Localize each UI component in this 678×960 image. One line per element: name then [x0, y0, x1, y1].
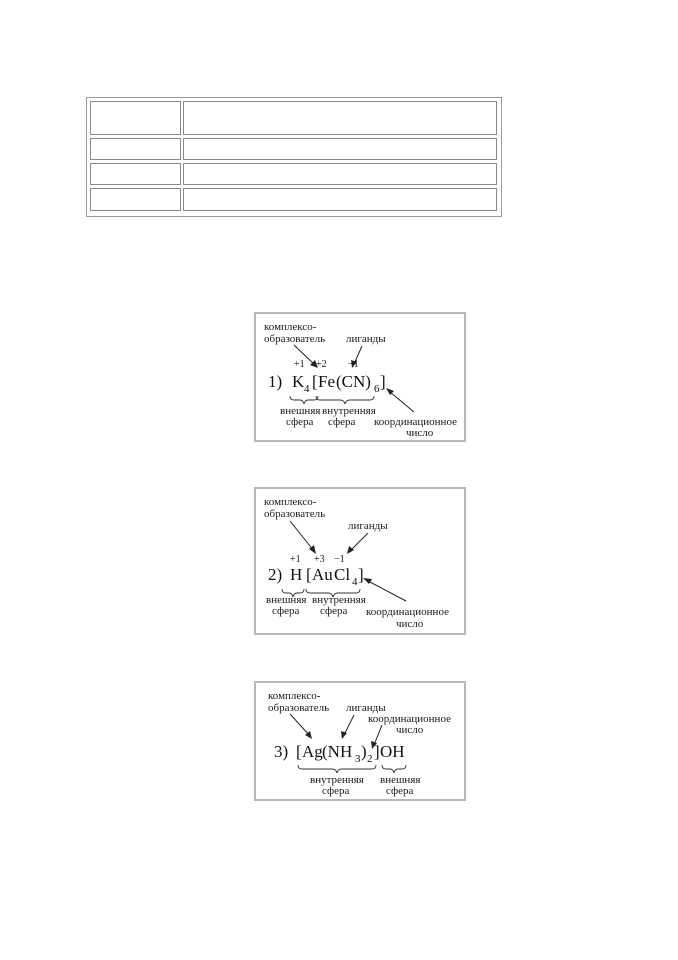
outer-sphere-brace — [382, 765, 406, 773]
empty-table — [86, 97, 502, 217]
inner-sphere-brace — [316, 396, 374, 404]
complex-former-label-1: комплексо- — [264, 321, 317, 333]
diagram-3-ag-nh3-2-oh — [254, 681, 466, 801]
ligand-group: (CN) — [336, 372, 371, 391]
outer-sphere-label-1: внешняя — [280, 405, 321, 417]
arrowhead — [341, 731, 347, 739]
outer-sphere-brace — [290, 396, 318, 404]
inner-sphere-label-1: внутренняя — [312, 594, 366, 606]
bracket-open: [ — [306, 565, 312, 584]
central-atom: Fe — [318, 372, 335, 391]
arrow-coordination-number — [368, 581, 406, 601]
diagram-1-svg — [256, 314, 468, 444]
ligands-label: лиганды — [348, 520, 388, 532]
outer-sphere-label-2: сфера — [386, 785, 414, 797]
outer-sphere-label-1: внешняя — [266, 594, 307, 606]
table-cell — [183, 138, 497, 160]
central-atom: Ag — [302, 742, 323, 761]
bracket-open: [ — [312, 372, 318, 391]
arrowhead — [363, 578, 372, 584]
ligand-group-close: ) — [361, 742, 367, 761]
arrow-complex-former — [290, 521, 314, 551]
coordination-number-label-2: число — [396, 724, 424, 736]
outer-sphere-label-2: сфера — [286, 416, 314, 428]
ligand-subscript: 2 — [367, 753, 373, 765]
complex-former-label-2: образователь — [264, 508, 326, 520]
bracket-close: ] — [358, 565, 364, 584]
inner-sphere-label-2: сфера — [320, 605, 348, 617]
oxidation-central: +2 — [316, 359, 327, 370]
diagram-number: 1) — [268, 372, 283, 391]
arrow-ligands — [344, 715, 354, 735]
table-cell — [90, 101, 181, 135]
diagram-2-svg — [256, 489, 468, 637]
inner-sphere-label-1: внутренняя — [310, 774, 364, 786]
diagram-number: 3) — [274, 742, 289, 761]
diagram-number: 2) — [268, 565, 283, 584]
inner-sphere-label-1: внутренняя — [322, 405, 376, 417]
table-cell — [90, 163, 181, 185]
arrow-complex-former — [290, 714, 310, 736]
diagram-2-h-aucl4 — [254, 487, 466, 635]
arrow-ligands — [350, 533, 368, 551]
ligands-label: лиганды — [346, 702, 386, 714]
oxidation-ligand: −1 — [348, 359, 359, 370]
ligand-group-open: (NH — [322, 742, 353, 761]
complex-former-label-1: комплексо- — [268, 690, 321, 702]
diagram-1-k4-fe-cn6 — [254, 312, 466, 442]
table-cell — [183, 188, 497, 211]
outer-cation: K — [292, 372, 305, 391]
complex-former-label-2: образователь — [264, 333, 326, 345]
coordination-number-label-2: число — [396, 618, 424, 630]
outer-cation: H — [290, 565, 303, 584]
oxidation-outer: +1 — [290, 554, 301, 565]
ligand-subscript: 4 — [352, 576, 358, 588]
table-cell — [90, 138, 181, 160]
coordination-number-label-1: координационное — [368, 713, 451, 725]
oxidation-outer: +1 — [294, 359, 305, 370]
bracket-close: ] — [374, 742, 380, 761]
table-cell — [183, 101, 497, 135]
arrow-coordination-number — [390, 392, 414, 412]
table-cell — [183, 163, 497, 185]
ligand-subscript-inner: 3 — [355, 753, 361, 765]
coordination-number-label-1: координационное — [374, 416, 457, 428]
oxidation-ligand: −1 — [334, 554, 345, 565]
coordination-number-label-1: координационное — [366, 606, 449, 618]
ligand-subscript: 6 — [374, 383, 380, 395]
diagram-3-svg — [256, 683, 468, 803]
outer-sphere-label-1: внешняя — [380, 774, 421, 786]
coordination-number-label-2: число — [406, 427, 434, 439]
table-cell — [90, 188, 181, 211]
inner-sphere-brace — [298, 765, 376, 773]
central-atom: Au — [312, 565, 333, 584]
bracket-open: [ — [296, 742, 302, 761]
outer-anion: OH — [380, 742, 405, 761]
outer-sphere-label-2: сфера — [272, 605, 300, 617]
bracket-close: ] — [380, 372, 386, 391]
ligand-group: Cl — [334, 565, 351, 584]
inner-sphere-label-2: сфера — [328, 416, 356, 428]
ligands-label: лиганды — [346, 333, 386, 345]
complex-former-label-2: образователь — [268, 702, 330, 714]
oxidation-central: +3 — [314, 554, 325, 565]
arrowhead — [347, 546, 354, 554]
complex-former-label-1: комплексо- — [264, 496, 317, 508]
outer-subscript: 4 — [304, 383, 310, 395]
inner-sphere-label-2: сфера — [322, 785, 350, 797]
